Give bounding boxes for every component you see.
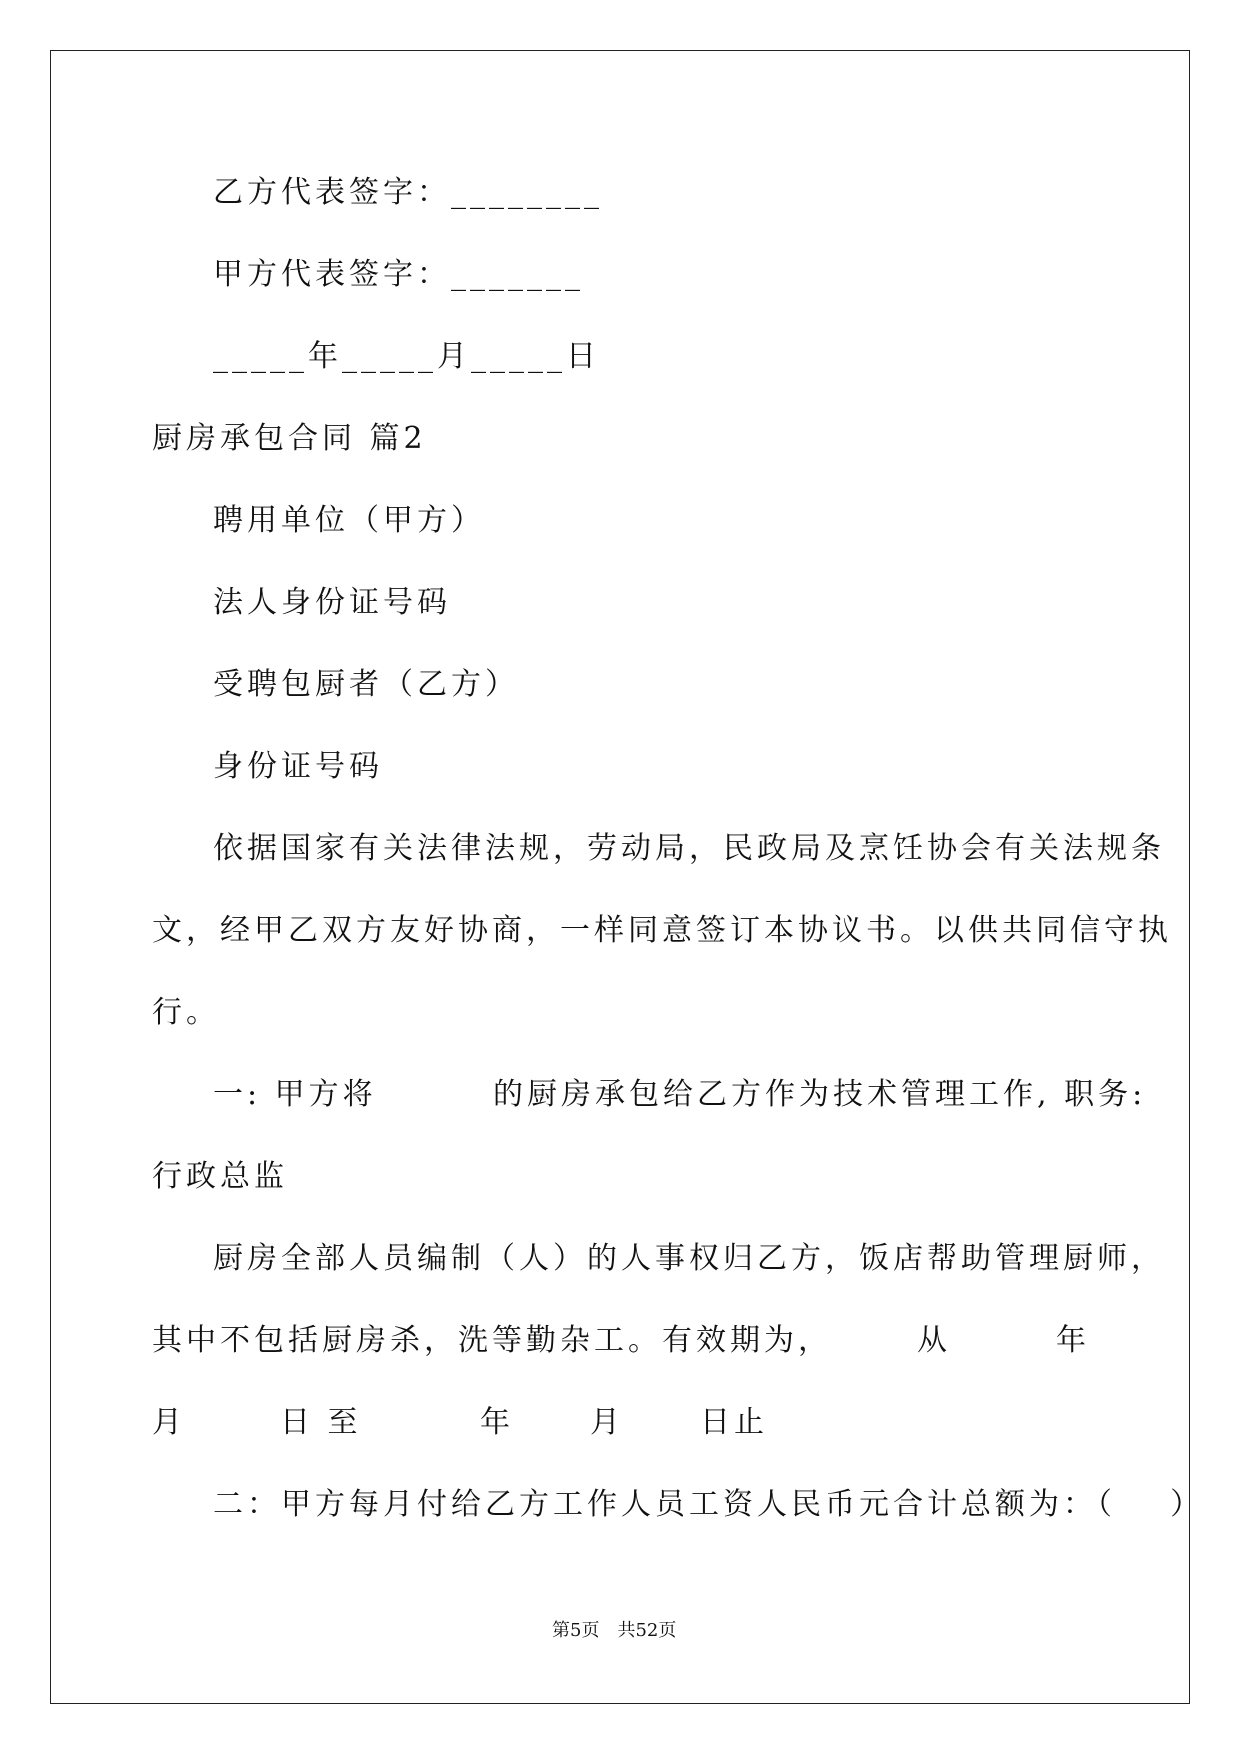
party-b-signature-line: 乙方代表签字：________ xyxy=(213,175,603,210)
term-day-to-label: 日 至 xyxy=(280,1405,362,1440)
term-end-month-label: 月 xyxy=(590,1405,624,1440)
legal-person-id-label: 法人身份证号码 xyxy=(213,585,451,620)
term-end-year-label: 年 xyxy=(480,1405,514,1440)
term-end-day-label: 日止 xyxy=(700,1405,768,1440)
term-from-label: 从 xyxy=(917,1323,951,1358)
clause-one-position: 行政总监 xyxy=(152,1159,288,1194)
section-title: 厨房承包合同 篇2 xyxy=(152,421,427,456)
page-number-footer: 第5页 共52页 xyxy=(552,1620,677,1641)
term-year-label: 年 xyxy=(1056,1323,1090,1358)
paragraph-line: 文，经甲乙双方友好协商，一样同意签订本协议书。以供共同信守执 xyxy=(152,913,1172,948)
contractor-label: 受聘包厨者（乙方） xyxy=(213,667,519,702)
date-line: _____年_____月_____日 xyxy=(213,339,600,374)
paragraph-line: 行。 xyxy=(152,995,220,1030)
party-a-signature-line: 甲方代表签字：_______ xyxy=(213,257,584,292)
paragraph-line: 依据国家有关法律法规，劳动局，民政局及烹饪协会有关法规条 xyxy=(213,831,1165,866)
clause-one-continued: 的厨房承包给乙方作为技术管理工作, 职务: xyxy=(493,1077,1147,1112)
page-border xyxy=(50,50,1190,1704)
term-month-label: 月 xyxy=(152,1405,186,1440)
clause-one-start: 一: 甲方将 xyxy=(213,1077,377,1112)
clause-two: 二：甲方每月付给乙方工作人员工资人民币元合计总额为：（ ） xyxy=(213,1487,1205,1522)
employer-label: 聘用单位（甲方） xyxy=(213,503,485,538)
paragraph-line: 厨房全部人员编制（人）的人事权归乙方，饭店帮助管理厨师， xyxy=(213,1241,1165,1276)
id-number-label: 身份证号码 xyxy=(213,749,383,784)
paragraph-line: 其中不包括厨房杀，洗等勤杂工。有效期为， xyxy=(152,1323,832,1358)
